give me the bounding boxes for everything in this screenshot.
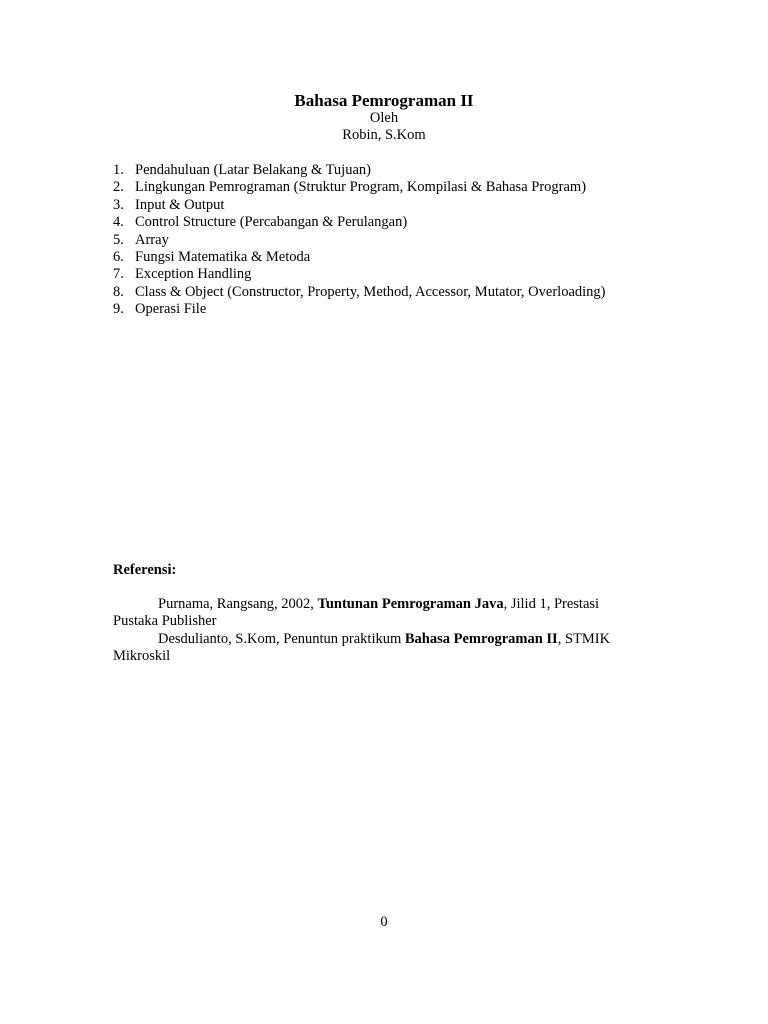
toc-item-text: Lingkungan Pemrograman (Struktur Program, Kompilasi & Bahasa Program)	[135, 179, 587, 196]
toc-item	[113, 179, 606, 196]
reference-prefix: Desdulianto, S.Kom, Penuntun praktikum	[158, 631, 405, 647]
toc-item	[113, 301, 606, 318]
toc-item	[113, 266, 606, 283]
toc-item-text: Input & Output	[135, 196, 225, 213]
toc-item-number: 3.	[113, 196, 124, 213]
reference-prefix: Purnama, Rangsang, 2002,	[158, 596, 318, 612]
toc-item	[113, 197, 606, 214]
author-name: Robin, S.Kom	[342, 127, 426, 143]
references-heading: Referensi:	[113, 562, 177, 578]
by-label: Oleh	[369, 110, 399, 126]
toc-item-number: 9.	[113, 301, 124, 318]
toc-item-text: Exception Handling	[135, 266, 252, 283]
toc-item-number: 5.	[113, 231, 124, 248]
page-number: 0	[380, 914, 388, 930]
toc-item-text: Pendahuluan (Latar Belakang & Tujuan)	[135, 162, 371, 178]
toc-item	[113, 162, 606, 179]
toc-item-number: 2.	[113, 179, 124, 196]
toc-item	[113, 284, 606, 301]
table-of-contents	[113, 162, 606, 319]
reference-book-title: Tuntunan Pemrograman Java	[317, 596, 504, 612]
toc-item-number: 7.	[113, 266, 124, 283]
toc-item	[113, 214, 606, 231]
reference-line	[113, 596, 643, 613]
toc-item-number: 6.	[113, 248, 124, 265]
reference-suffix: , Jilid 1, Prestasi	[503, 596, 600, 612]
toc-item	[113, 249, 606, 266]
document-title: Bahasa Pemrograman II	[294, 91, 474, 110]
toc-item-number: 8.	[113, 283, 124, 300]
toc-item-text: Fungsi Matematika & Metoda	[135, 248, 311, 265]
reference-continuation: Mikroskil	[113, 648, 171, 665]
toc-item-text: Class & Object (Constructor, Property, Method, Accessor, Mutator, Overloading)	[135, 283, 606, 300]
toc-item	[113, 232, 606, 249]
reference-line	[113, 631, 643, 648]
toc-item-number: 1.	[113, 162, 124, 178]
toc-item-text: Control Structure (Percabangan & Perulangan)	[135, 214, 408, 231]
toc-item-number: 4.	[113, 214, 124, 231]
reference-book-title: Bahasa Pemrograman II	[404, 631, 558, 647]
reference-item	[113, 596, 643, 631]
toc-item-text: Array	[135, 231, 169, 248]
reference-continuation: Pustaka Publisher	[113, 613, 217, 630]
reference-item	[113, 631, 643, 666]
reference-suffix: , STMIK	[557, 631, 611, 647]
toc-item-text: Operasi File	[135, 301, 207, 318]
